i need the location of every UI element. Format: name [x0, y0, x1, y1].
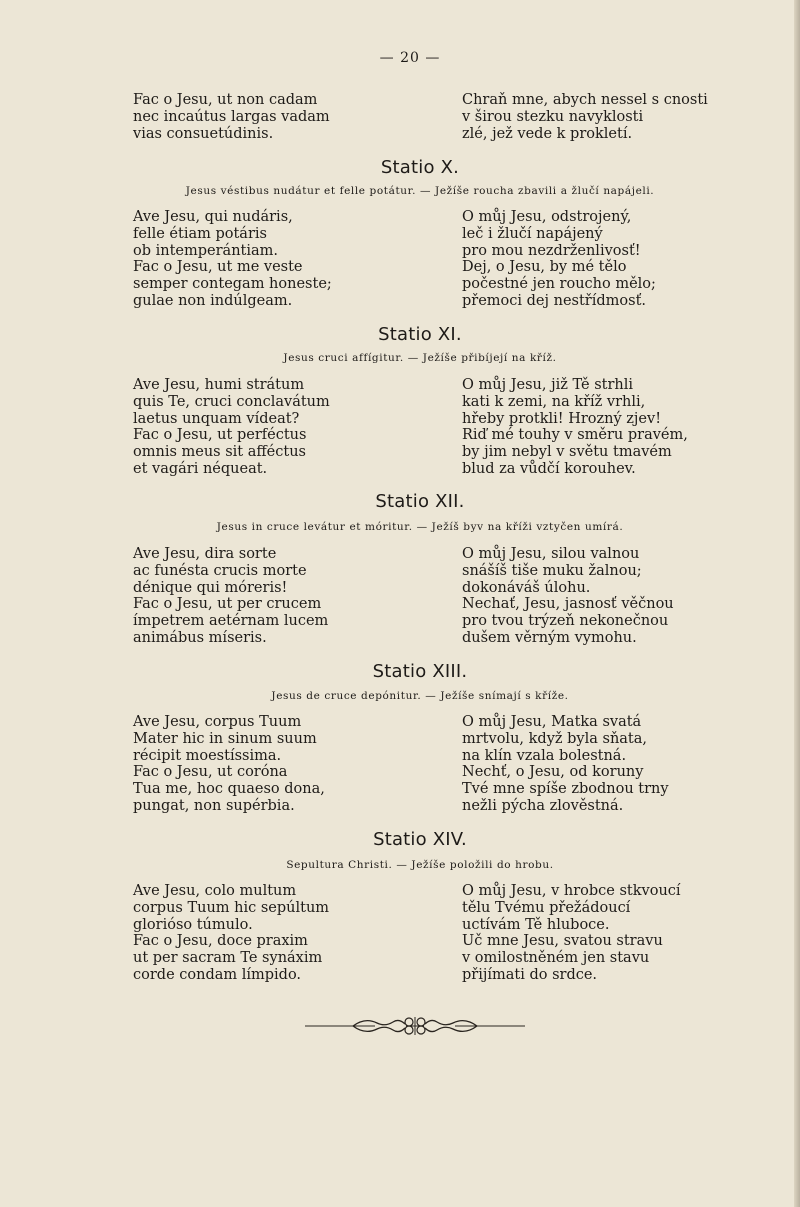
verse-line: Ave Jesu, qui nudáris,	[133, 209, 293, 225]
czech-verse	[462, 92, 762, 142]
intro-stanza	[0, 92, 800, 152]
verse-line: Fac o Jesu, ut me veste	[133, 259, 303, 276]
station-subtitle: Jesus cruci affígitur. — Ježíše přibíjejí na kříž.	[283, 352, 557, 364]
verse-line: Fac o Jesu, ut per crucem	[133, 596, 322, 613]
verse-line: leč i žlučí napájený	[462, 225, 603, 242]
verse-line: semper contegam honeste;	[133, 276, 332, 293]
verse-line: Nechť, o Jesu, od koruny	[462, 764, 644, 781]
verse-line: O můj Jesu, Matka svatá	[462, 714, 642, 730]
verse-line: ac funésta crucis morte	[133, 562, 307, 579]
verse-line: by jim nebyl v světu tmavém	[462, 444, 672, 461]
verse-line: ob intemperántiam.	[133, 242, 278, 259]
verse-line: Fac o Jesu, ut non cadam	[133, 92, 318, 108]
verse-line: na klín vzala bolestná.	[462, 747, 627, 764]
verse-line: Tua me, hoc quaeso dona,	[133, 781, 325, 798]
verse-line: nec incaútus largas vadam	[133, 108, 330, 125]
verse-line: récipit moestíssima.	[133, 747, 282, 764]
czech-verse	[462, 209, 762, 310]
verse-line: animábus míseris.	[133, 629, 267, 646]
verse-line: mrtvolu, když byla sňata,	[462, 730, 648, 747]
verse-line: přemoci dej nestřídmosť.	[462, 292, 647, 309]
verse-line: pro tvou trýzeň nekonečnou	[462, 613, 669, 630]
verse-line: blud za vůdčí korouhev.	[462, 460, 636, 477]
station-verses	[0, 883, 800, 987]
verse-line: ímpetrem aetérnam lucem	[133, 613, 329, 630]
verse-line: Tvé mne spíše zbodnou trny	[462, 781, 669, 798]
verse-line: Ave Jesu, corpus Tuum	[133, 714, 302, 730]
verse-line: Chraň mne, abych nessel s cnosti	[462, 92, 708, 108]
verse-line: dokonáváš úlohu.	[462, 579, 591, 596]
station-title: Statio XII.	[375, 491, 465, 512]
verse-line: Mater hic in sinum suum	[133, 730, 317, 747]
page-number: — 20 —	[379, 50, 441, 66]
verse-line: Riď mé touhy v směru pravém,	[462, 427, 688, 444]
verse-line: Nechať, Jesu, jasnosť věčnou	[462, 596, 674, 613]
verse-line: přijímati do srdce.	[462, 966, 598, 983]
verse-line: corde condam límpido.	[133, 966, 302, 983]
verse-line: quis Te, cruci conclavátum	[133, 393, 330, 410]
verse-line: Fac o Jesu, ut perféctus	[133, 427, 307, 444]
verse-line: ut per sacram Te synáxim	[133, 950, 323, 967]
verse-line: dénique qui móreris!	[133, 579, 288, 596]
verse-line: glorióso túmulo.	[133, 916, 253, 933]
verse-line: kati k zemi, na kříž vrhli,	[462, 393, 646, 410]
latin-verse	[133, 883, 433, 984]
verse-line: Ave Jesu, colo multum	[133, 883, 297, 899]
czech-verse	[462, 883, 762, 984]
verse-line: počestné jen roucho mělo;	[462, 276, 656, 293]
page-edge	[794, 0, 800, 1207]
latin-verse	[133, 714, 433, 815]
verse-line: pro mou nezdrženlivosť!	[462, 242, 641, 259]
station-subtitle: Jesus in cruce levátur et móritur. — Ježíš byv na kříži vztyčen umírá.	[216, 521, 624, 533]
verse-line: dušem věrným vymohu.	[462, 629, 637, 646]
station-title: Statio XI.	[378, 324, 462, 345]
verse-line: Fac o Jesu, doce praxim	[133, 933, 308, 950]
verse-line: Ave Jesu, humi strátum	[133, 377, 305, 393]
station-subtitle: Sepultura Christi. — Ježíše položili do hrobu.	[286, 859, 554, 871]
station-verses	[0, 209, 800, 313]
verse-line: omnis meus sit afféctus	[133, 444, 306, 461]
station-verses	[0, 546, 800, 650]
verse-line: hřeby protkli! Hrozný zjev!	[462, 410, 662, 427]
decorative-scroll-divider-icon	[305, 1013, 525, 1039]
verse-line: uctívám Tě hluboce.	[462, 916, 610, 933]
verse-line: O můj Jesu, již Tě strhli	[462, 377, 634, 393]
verse-line: pungat, non supérbia.	[133, 797, 295, 814]
czech-verse	[462, 377, 762, 478]
verse-line: et vagári néqueat.	[133, 460, 268, 477]
verse-line: O můj Jesu, odstrojený,	[462, 209, 632, 225]
verse-line: zlé, jež vede k prokletí.	[462, 125, 633, 142]
verse-line: Fac o Jesu, ut coróna	[133, 764, 288, 781]
station-verses	[0, 714, 800, 818]
verse-line: v širou stezku navyklosti	[462, 108, 644, 125]
latin-verse	[133, 209, 433, 310]
czech-verse	[462, 714, 762, 815]
verse-line: nežli pýcha zlověstná.	[462, 797, 624, 814]
verse-line: Ave Jesu, dira sorte	[133, 546, 277, 562]
verse-line: corpus Tuum hic sepúltum	[133, 899, 330, 916]
latin-verse	[133, 377, 433, 478]
verse-line: tělu Tvému přežádoucí	[462, 899, 631, 916]
station-subtitle: Jesus de cruce depónitur. — Ježíše snímají s kříže.	[271, 690, 569, 702]
czech-verse	[462, 546, 762, 647]
verse-line: v omilostněném jen stavu	[462, 950, 650, 967]
latin-verse	[133, 92, 433, 142]
station-title: Statio X.	[380, 157, 460, 178]
verse-line: vias consuetúdinis.	[133, 125, 274, 142]
verse-line: O můj Jesu, silou valnou	[462, 546, 640, 562]
verse-line: O můj Jesu, v hrobce stkvoucí	[462, 883, 681, 899]
station-title: Statio XIII.	[372, 661, 468, 682]
verse-line: gulae non indúlgeam.	[133, 292, 293, 309]
station-verses	[0, 377, 800, 481]
station-subtitle: Jesus véstibus nudátur et felle potátur. — Ježíše roucha zbavili a žlučí napájeli.	[185, 185, 655, 197]
verse-line: felle étiam potáris	[133, 225, 267, 242]
station-title: Statio XIV.	[373, 829, 467, 850]
latin-verse	[133, 546, 433, 647]
verse-line: Uč mne Jesu, svatou stravu	[462, 933, 663, 950]
verse-line: laetus unquam vídeat?	[133, 410, 300, 427]
verse-line: snášíš tiše muku žalnou;	[462, 562, 642, 579]
verse-line: Dej, o Jesu, by mé tělo	[462, 259, 627, 276]
